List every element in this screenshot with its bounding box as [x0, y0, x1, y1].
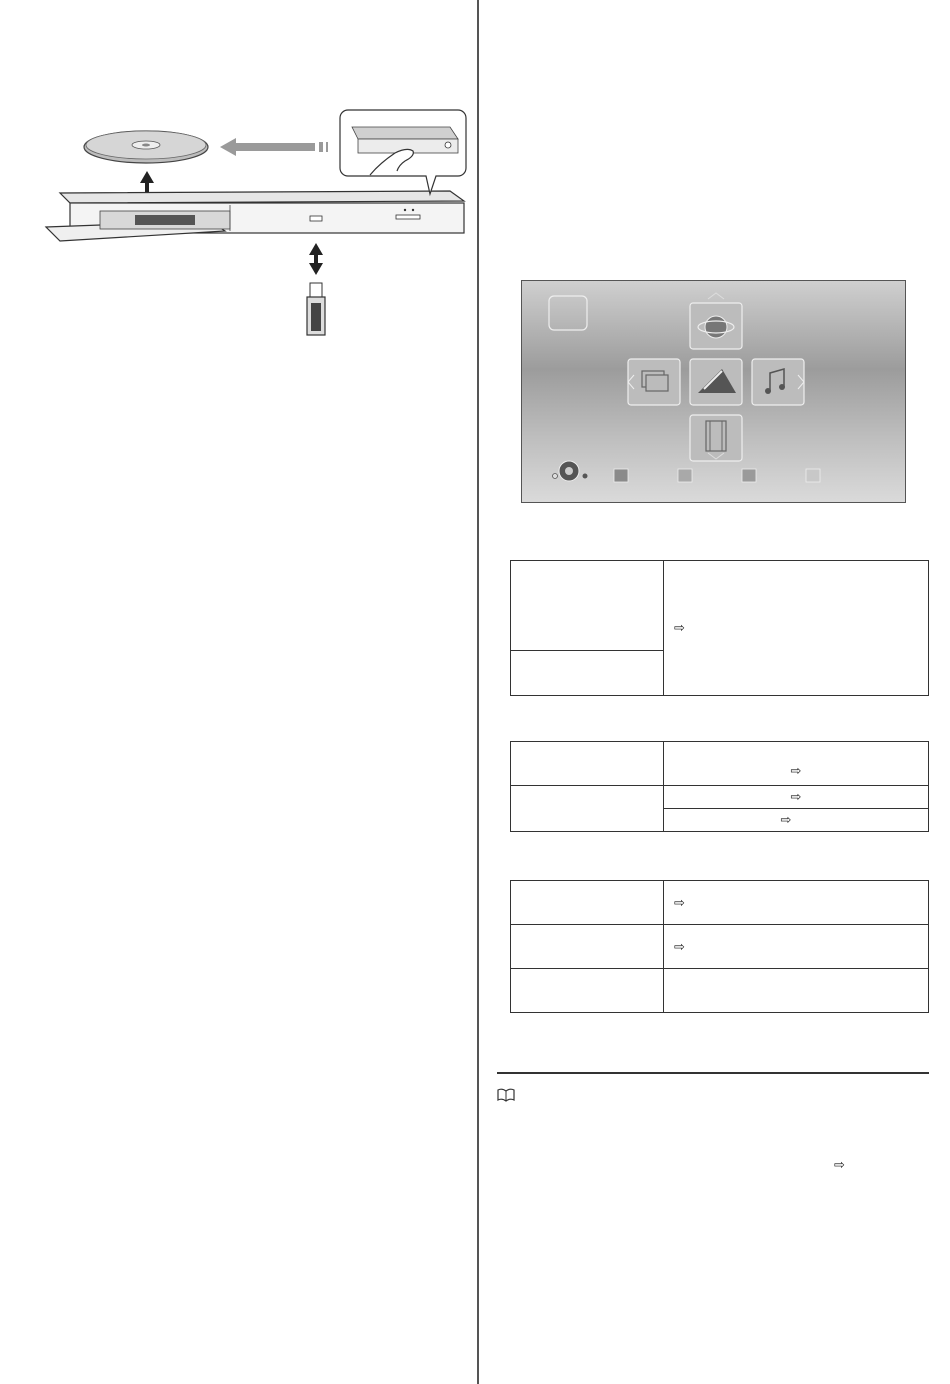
color-button-4 [806, 469, 820, 482]
table-2-cell-d [664, 786, 929, 809]
table-1-cell-a [511, 561, 664, 651]
arrow-icon: ⇨ [790, 763, 802, 778]
table-1 [510, 560, 929, 696]
music-icon [752, 359, 804, 405]
arrow-icon: ⇨ [780, 812, 792, 827]
video-icon [690, 415, 742, 461]
arrow-icon: ⇨ [790, 789, 802, 804]
table-2-cell-c [511, 786, 664, 832]
book-icon [497, 1088, 515, 1102]
usb-stick-icon [307, 283, 325, 335]
color-button-3 [742, 469, 756, 482]
setup-icon [690, 359, 742, 405]
table-1-cell-b [664, 561, 929, 696]
insert-arrow-icon [220, 138, 328, 156]
disc-icon [84, 131, 208, 163]
home-menu-screen [521, 280, 906, 503]
note-divider [497, 1072, 929, 1074]
arrow-icon: ⇨ [674, 620, 685, 635]
callout-bubble [340, 110, 466, 194]
table-2-cell-e [664, 809, 929, 832]
color-button-1 [614, 469, 628, 482]
column-divider [477, 0, 479, 1384]
table-1-cell-c [511, 651, 664, 696]
table-3-cell-b [664, 881, 929, 925]
player-body [46, 191, 464, 241]
note-arrow-icon: ⇨ [834, 1157, 845, 1172]
table-3-cell-d [664, 925, 929, 969]
arrow-icon: ⇨ [674, 938, 685, 954]
table-3-cell-c [511, 925, 664, 969]
table-3-cell-f [664, 969, 929, 1013]
dpad-icon [553, 461, 588, 481]
tile-placeholder [549, 296, 587, 330]
network-icon [690, 293, 742, 349]
table-3 [510, 880, 929, 1013]
photo-icon [628, 359, 680, 405]
disc-player-illustration [40, 105, 470, 345]
table-3-cell-a [511, 881, 664, 925]
table-2 [510, 741, 929, 832]
table-2-cell-b [664, 742, 929, 786]
table-2-cell-a [511, 742, 664, 786]
usb-arrow-icon [309, 243, 323, 275]
table-3-cell-e [511, 969, 664, 1013]
arrow-icon: ⇨ [674, 894, 685, 910]
color-button-2 [678, 469, 692, 482]
